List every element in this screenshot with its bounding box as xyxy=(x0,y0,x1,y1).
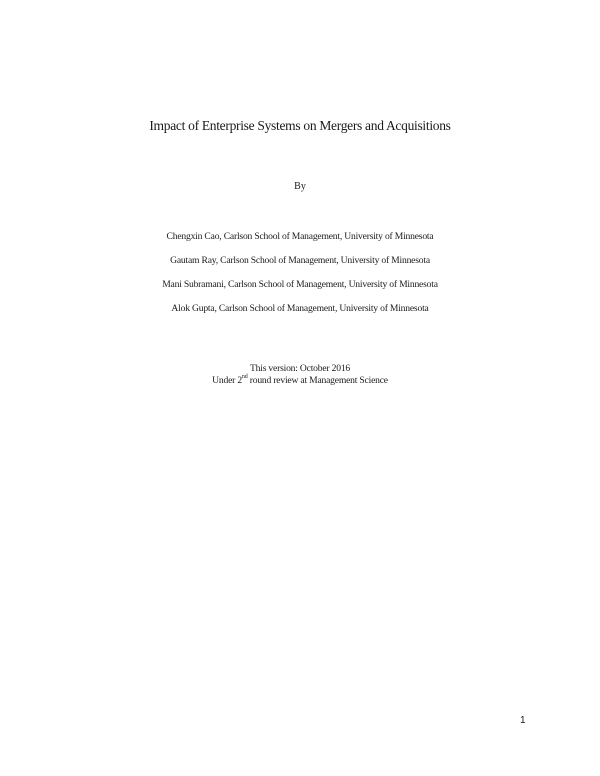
author-line: Chengxin Cao, Carlson School of Management, University of Minnesota xyxy=(166,231,434,242)
paper-title: Impact of Enterprise Systems on Mergers and Acquisitions xyxy=(149,118,451,133)
version-line: This version: October 2016 xyxy=(249,363,351,374)
author-line: Alok Gupta, Carlson School of Management, University of Minnesota xyxy=(171,303,429,314)
review-suffix: round review at Management Science xyxy=(247,375,388,387)
by-label: By xyxy=(294,181,306,192)
author-line: Mani Subramani, Carlson School of Management, University of Minnesota xyxy=(162,279,438,290)
author-line: Gautam Ray, Carlson School of Management, University of Minnesota xyxy=(170,255,430,266)
review-ordinal-superscript: nd xyxy=(241,374,248,380)
review-status-line xyxy=(0,375,600,386)
review-prefix: Under 2 xyxy=(212,375,242,387)
page-number: 1 xyxy=(520,715,526,726)
